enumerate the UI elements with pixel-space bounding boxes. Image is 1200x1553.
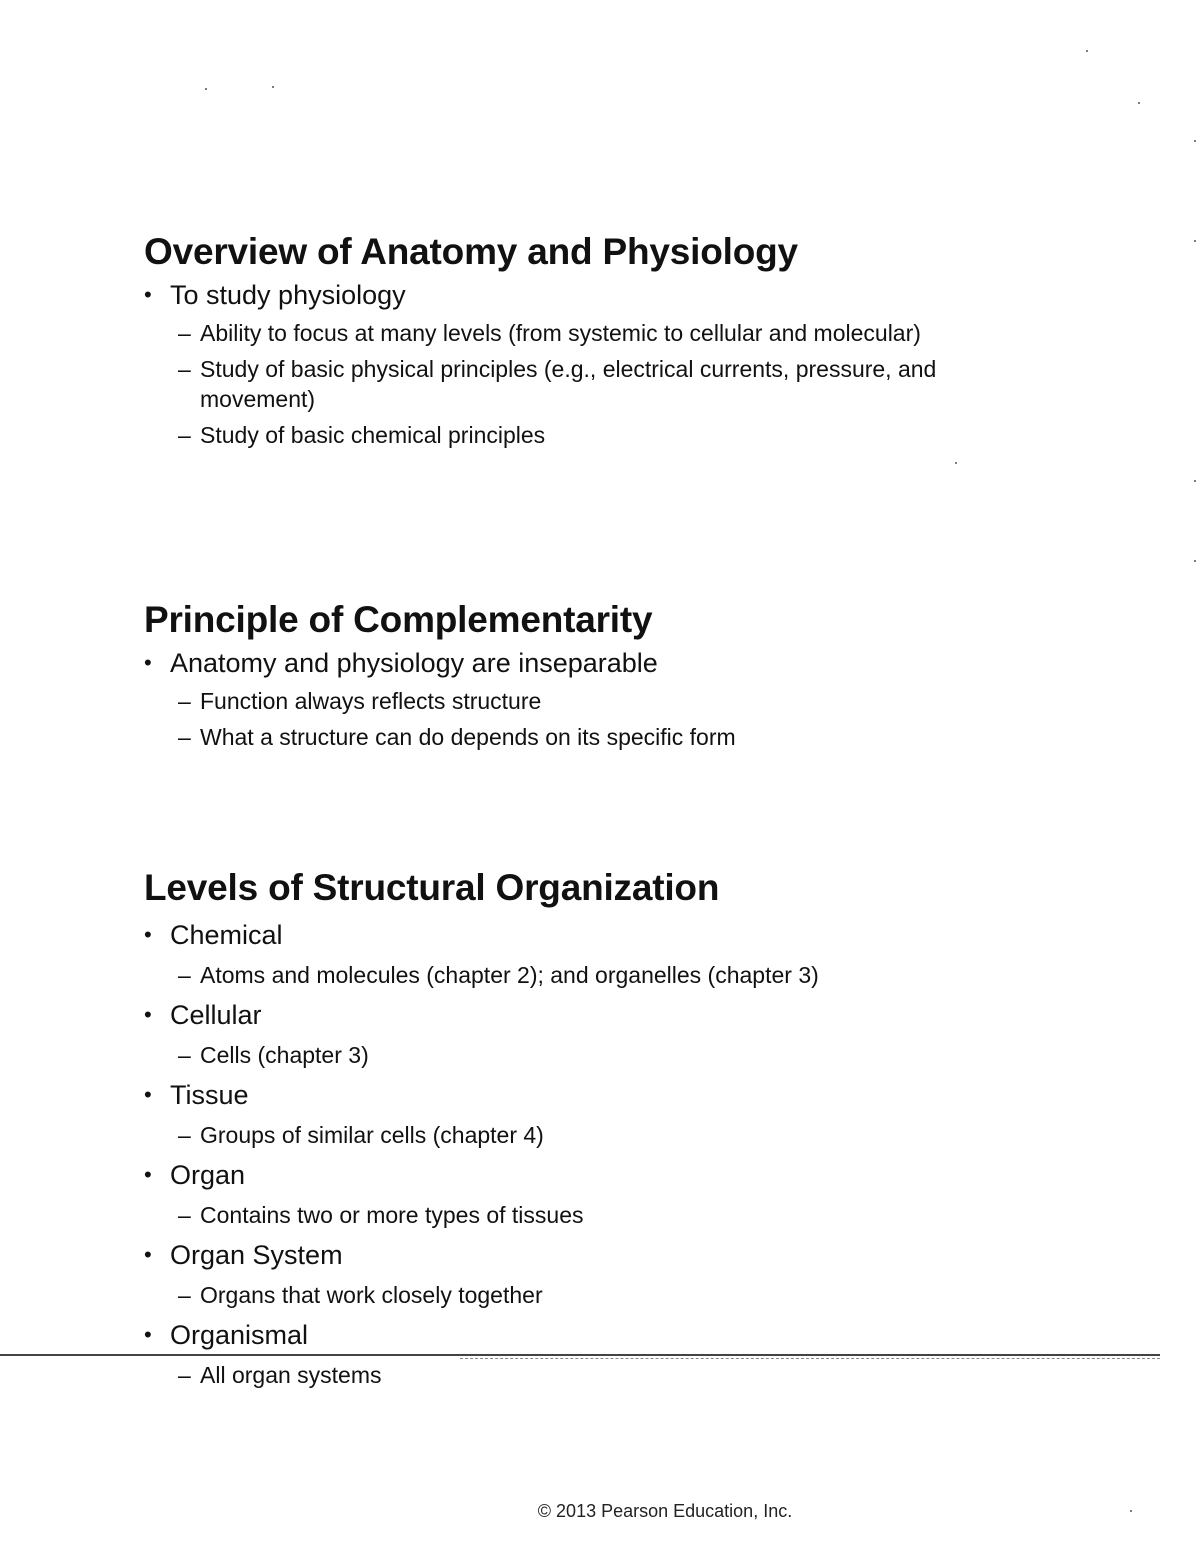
sub-text: Function always reflects structure <box>200 688 542 714</box>
bullet-item <box>144 646 964 680</box>
bullet-dot-icon: • <box>144 650 152 675</box>
bullet-item <box>144 278 964 312</box>
scan-speck <box>205 88 207 90</box>
bullet-text: Chemical <box>170 920 283 950</box>
sub-text: All organ systems <box>200 1362 382 1388</box>
bullet-text: Cellular <box>170 1000 262 1030</box>
bullet-dot-icon: • <box>144 1002 152 1027</box>
bullet-dot-icon: • <box>144 282 152 307</box>
bullet-dot-icon: • <box>144 1162 152 1187</box>
sub-text: Organs that work closely together <box>200 1282 543 1308</box>
dash-icon: – <box>178 724 191 750</box>
scan-speck <box>955 462 957 464</box>
page-footer <box>0 1500 1200 1522</box>
section-title: Levels of Structural Organization <box>144 867 720 908</box>
dash-icon: – <box>178 1202 191 1228</box>
dash-icon: – <box>178 1042 191 1068</box>
bullet-item <box>144 1238 964 1272</box>
section-title: Principle of Complementarity <box>144 599 653 640</box>
dash-icon: – <box>178 320 191 346</box>
bullet-item <box>144 998 964 1032</box>
bullet-dot-icon: • <box>144 922 152 947</box>
sub-item <box>144 1120 964 1150</box>
dash-icon: – <box>178 1122 191 1148</box>
dash-icon: – <box>178 1362 191 1388</box>
sub-text: Study of basic physical principles (e.g., electrical currents, pressure, and movement) <box>200 356 937 412</box>
sub-text: Contains two or more types of tissues <box>200 1202 584 1228</box>
bullet-text: Organ System <box>170 1240 343 1270</box>
dash-icon: – <box>178 356 191 382</box>
dash-icon: – <box>178 1282 191 1308</box>
bullet-dot-icon: • <box>144 1242 152 1267</box>
sub-item <box>144 1280 964 1310</box>
scan-speck <box>1194 560 1196 562</box>
dash-icon: – <box>178 688 191 714</box>
scan-speck <box>1194 480 1196 482</box>
bullet-item <box>144 1078 964 1112</box>
sub-item <box>144 960 964 990</box>
dash-icon: – <box>178 422 191 448</box>
sub-text: Groups of similar cells (chapter 4) <box>200 1122 544 1148</box>
sub-item <box>144 1200 964 1230</box>
sub-item <box>144 354 964 414</box>
sub-item <box>144 686 964 716</box>
sub-text: Study of basic chemical principles <box>200 422 546 448</box>
sub-item <box>144 1360 964 1390</box>
page-divider-line <box>0 1354 1160 1356</box>
sub-text: What a structure can do depends on its specific form <box>200 724 736 750</box>
dash-icon: – <box>178 962 191 988</box>
sub-item <box>144 722 964 752</box>
bullet-item <box>144 918 964 952</box>
bullet-dot-icon: • <box>144 1082 152 1107</box>
sub-text: Ability to focus at many levels (from systemic to cellular and molecular) <box>200 320 921 346</box>
scan-speck <box>1194 240 1196 242</box>
scan-speck <box>1194 140 1196 142</box>
bullet-item <box>144 1318 964 1352</box>
bullet-item <box>144 1158 964 1192</box>
bullet-text: Tissue <box>170 1080 249 1110</box>
section-structural-levels <box>144 866 964 1390</box>
sub-text: Atoms and molecules (chapter 2); and organelles (chapter 3) <box>200 962 819 988</box>
section-overview <box>144 230 964 450</box>
copyright-text: © 2013 Pearson Education, Inc. <box>537 1501 793 1521</box>
sub-item <box>144 1040 964 1070</box>
section-title: Overview of Anatomy and Physiology <box>144 231 798 272</box>
sub-item <box>144 318 964 348</box>
bullet-text: Organ <box>170 1160 246 1190</box>
sub-item <box>144 420 964 450</box>
bullet-text: Anatomy and physiology are inseparable <box>170 648 658 678</box>
scan-speck <box>1130 1510 1132 1512</box>
section-complementarity <box>144 598 964 752</box>
scan-speck <box>1138 102 1140 104</box>
bullet-dot-icon: • <box>144 1322 152 1347</box>
bullet-text: Organismal <box>170 1320 309 1350</box>
page-divider-line-secondary <box>460 1358 1160 1359</box>
scan-speck <box>1086 50 1088 52</box>
sub-text: Cells (chapter 3) <box>200 1042 369 1068</box>
bullet-text: To study physiology <box>170 280 406 310</box>
scan-speck <box>272 86 274 88</box>
